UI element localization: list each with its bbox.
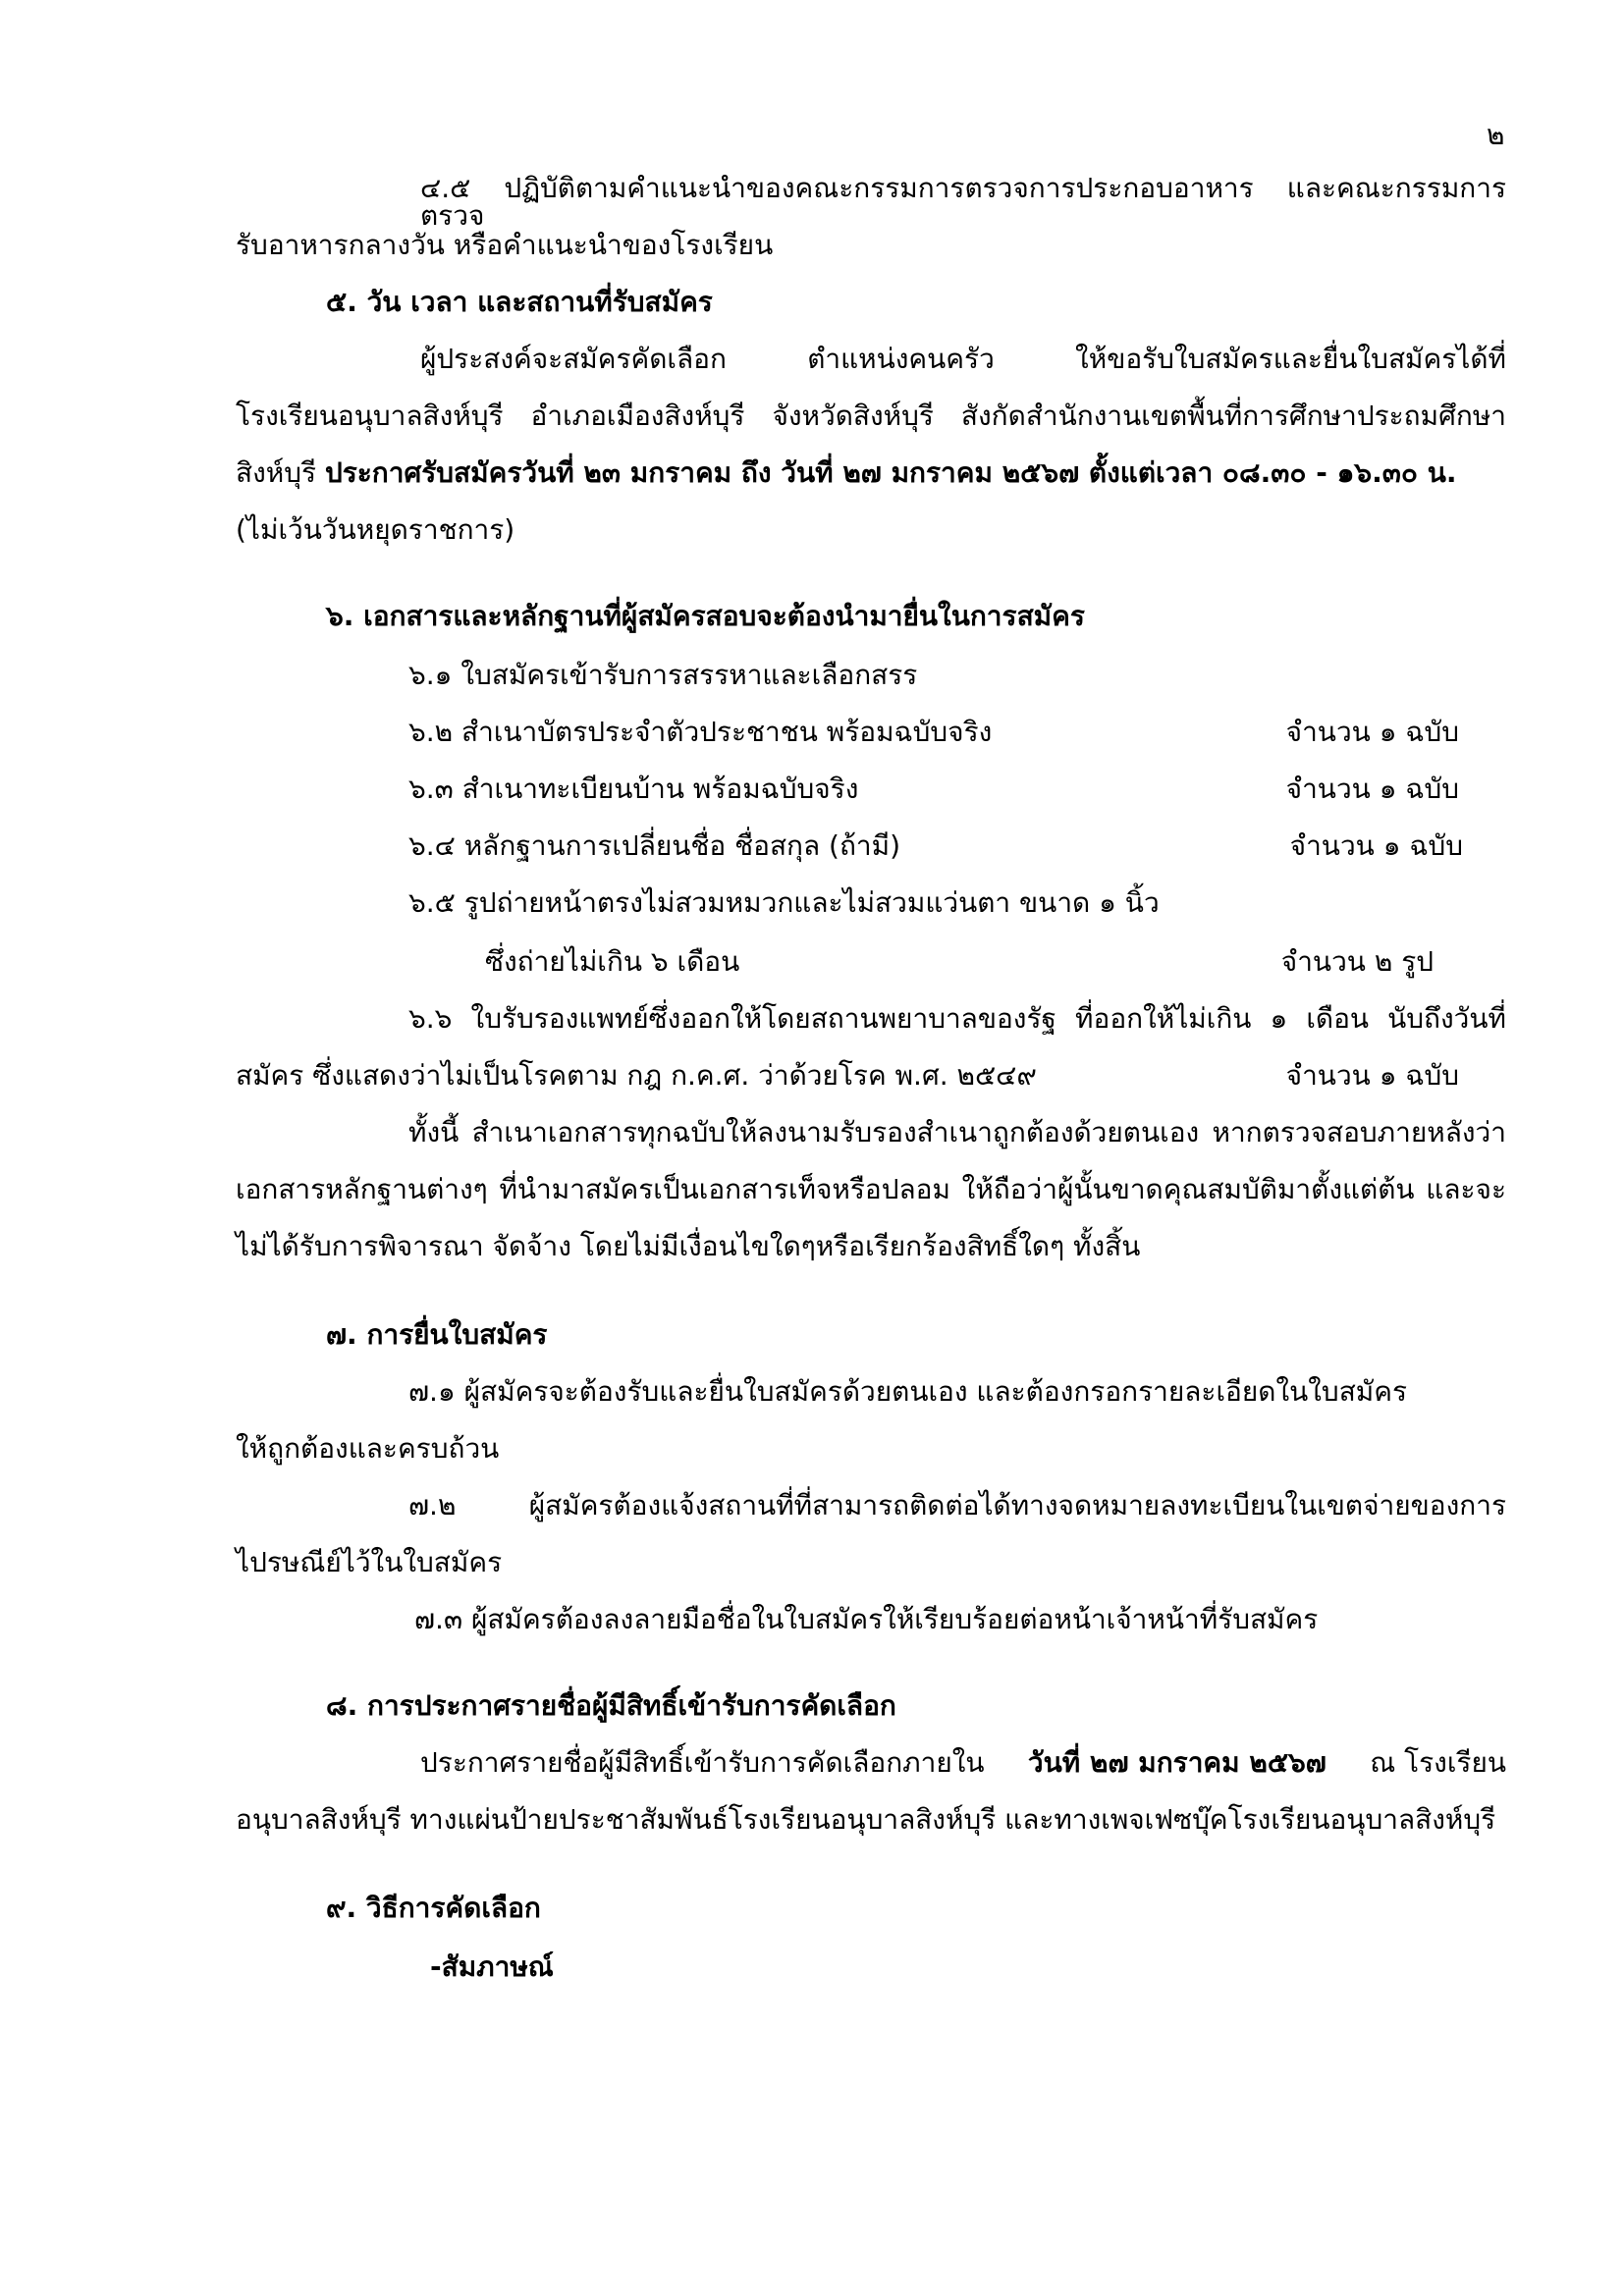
section-6-heading: ๖. เอกสารและหลักฐานที่ผู้สมัครสอบจะต้องนำมายื่นในการสมัคร xyxy=(326,600,1085,632)
doc-item xyxy=(408,829,1463,862)
section-5-line-3-plain: สิงห์บุรี xyxy=(236,456,325,489)
section-5-line-1: ผู้ประสงค์จะสมัครคัดเลือก ตำแหน่งคนครัว ให้ขอรับใบสมัครและยื่นใบสมัครได้ที่ xyxy=(420,343,1506,375)
doc-item-text: ๖.๓ สำเนาทะเบียนบ้าน พร้อมฉบับจริง xyxy=(408,773,859,805)
section-5-line-4: (ไม่เว้นวันหยุดราชการ) xyxy=(236,513,515,546)
doc-item-text: ๖.๑ ใบสมัครเข้ารับการสรรหาและเลือกสรร xyxy=(408,659,918,691)
clause-7-1-line-2: ให้ถูกต้องและครบถ้วน xyxy=(236,1432,500,1465)
doc-item xyxy=(408,659,1459,691)
selection-method: -สัมภาษณ์ xyxy=(430,1950,554,1983)
application-period: ประกาศรับสมัครวันที่ ๒๓ มกราคม ถึง วันที่ ๒๗ มกราคม ๒๕๖๗ ตั้งแต่เวลา ๐๘.๓๐ - ๑๖.๓๐ น. xyxy=(324,456,1457,489)
doc-item-6-6-line-1: ๖.๖ ใบรับรองแพทย์ซึ่งออกให้โดยสถานพยาบาลของรัฐ ที่ออกให้ไม่เกิน ๑ เดือน นับถึงวันที่ xyxy=(408,1002,1506,1035)
doc-item-text: ๖.๕ รูปถ่ายหน้าตรงไม่สวมหมวกและไม่สวมแว่นตา ขนาด ๑ นิ้ว xyxy=(408,886,1160,919)
doc-item-text: ซึ่งถ่ายไม่เกิน ๖ เดือน xyxy=(485,945,740,978)
doc-item-qty: จำนวน ๒ รูป xyxy=(1280,945,1434,978)
doc-item-text: ๖.๔ หลักฐานการเปลี่ยนชื่อ ชื่อสกุล (ถ้ามี) xyxy=(408,829,901,862)
doc-item xyxy=(408,716,1459,748)
announcement-date: วันที่ ๒๗ มกราคม ๒๕๖๗ xyxy=(1027,1746,1326,1779)
section-6-note-line-3: ไม่ได้รับการพิจารณา จัดจ้าง โดยไม่มีเงื่อนไขใดๆหรือเรียกร้องสิทธิ์ใดๆ ทั้งสิ้น xyxy=(236,1230,1141,1262)
doc-item-qty: จำนวน ๑ ฉบับ xyxy=(1285,1059,1459,1092)
doc-item-qty: จำนวน ๑ ฉบับ xyxy=(1285,716,1459,748)
clause-7-2-line-1: ๗.๒ ผู้สมัครต้องแจ้งสถานที่ที่สามารถติดต่อได้ทางจดหมายลงทะเบียนในเขตจ่ายของการ xyxy=(408,1489,1506,1522)
doc-item-qty: จำนวน ๑ ฉบับ xyxy=(1289,829,1463,862)
doc-item xyxy=(408,886,1459,919)
section-8-heading: ๘. การประกาศรายชื่อผู้มีสิทธิ์เข้ารับการคัดเลือก xyxy=(326,1689,896,1722)
clause-4-5-line-1: ๔.๕ ปฏิบัติตามคำแนะนำของคณะกรรมการตรวจการประกอบอาหาร และคณะกรรมการตรวจ xyxy=(420,172,1506,232)
section-7-heading: ๗. การยื่นใบสมัคร xyxy=(326,1318,548,1351)
section-5-line-3 xyxy=(236,456,1457,489)
doc-item-text: สมัคร ซึ่งแสดงว่าไม่เป็นโรคตาม กฎ ก.ค.ศ. ว่าด้วยโรค พ.ศ. ๒๕๔๙ xyxy=(236,1059,1037,1092)
clause-7-2-line-2: ไปรษณีย์ไว้ในใบสมัคร xyxy=(236,1546,503,1578)
doc-item-qty: จำนวน ๑ ฉบับ xyxy=(1285,773,1459,805)
section-5-heading: ๕. วัน เวลา และสถานที่รับสมัคร xyxy=(326,286,713,318)
section-6-note-line-2: เอกสารหลักฐานต่างๆ ที่นำมาสมัครเป็นเอกสารเท็จหรือปลอม ให้ถือว่าผู้นั้นขาดคุณสมบัติมาตั้งแต่ต้น และจะ xyxy=(236,1173,1506,1205)
clause-7-3: ๗.๓ ผู้สมัครต้องลงลายมือชื่อในใบสมัครให้เรียบร้อยต่อหน้าเจ้าหน้าที่รับสมัคร xyxy=(414,1603,1319,1635)
doc-item xyxy=(408,775,1459,803)
section-8-line-1-tail: ณ โรงเรียน xyxy=(1370,1746,1506,1779)
section-9-heading: ๙. วิธีการคัดเลือก xyxy=(326,1892,541,1924)
section-6-note-line-1: ทั้งนี้ สำเนาเอกสารทุกฉบับให้ลงนามรับรองสำเนาถูกต้องด้วยตนเอง หากตรวจสอบภายหลังว่า xyxy=(408,1116,1506,1148)
doc-item-6-6-line-2 xyxy=(236,1059,1459,1092)
section-8-line-2: อนุบาลสิงห์บุรี ทางแผ่นป้ายประชาสัมพันธ์โรงเรียนอนุบาลสิงห์บุรี และทางเพจเฟซบุ๊คโรงเรียนอนุบาลสิงห์บุรี xyxy=(236,1803,1496,1836)
clause-4-5-line-2: รับอาหารกลางวัน หรือคำแนะนำของโรงเรียน xyxy=(236,229,774,261)
section-8-line-1-plain: ประกาศรายชื่อผู้มีสิทธิ์เข้ารับการคัดเลือกภายใน xyxy=(420,1746,985,1779)
section-5-line-2: โรงเรียนอนุบาลสิงห์บุรี อำเภอเมืองสิงห์บุรี จังหวัดสิงห์บุรี สังกัดสำนักงานเขตพื้นที่การศึกษาประถมศึกษา xyxy=(236,400,1506,432)
doc-item-text: ๖.๒ สำเนาบัตรประจำตัวประชาชน พร้อมฉบับจริง xyxy=(408,716,993,748)
clause-7-1-line-1: ๗.๑ ผู้สมัครจะต้องรับและยื่นใบสมัครด้วยตนเอง และต้องกรอกรายละเอียดในใบสมัคร xyxy=(408,1375,1408,1408)
section-8-line-1 xyxy=(420,1746,1506,1779)
doc-item xyxy=(485,945,1434,978)
page-number: ๒ xyxy=(1487,119,1505,151)
